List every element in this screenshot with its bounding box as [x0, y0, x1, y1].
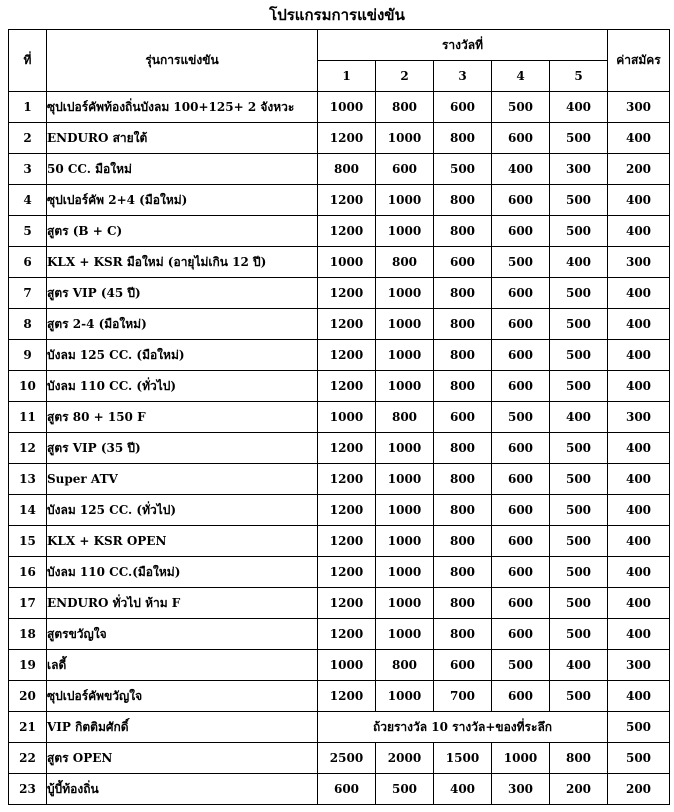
row-number: 7: [9, 278, 47, 309]
prize-amount: 400: [550, 92, 608, 123]
prize-amount: 1200: [318, 588, 376, 619]
row-number: 19: [9, 650, 47, 681]
entry-fee: 400: [608, 619, 670, 650]
prize-amount: 500: [550, 495, 608, 526]
prize-amount: 600: [318, 774, 376, 805]
header-prize-rank: 2: [376, 61, 434, 92]
class-name: บังลม 110 CC.(มือใหม่): [47, 557, 318, 588]
entry-fee: 500: [608, 743, 670, 774]
prize-amount: 1200: [318, 309, 376, 340]
prize-amount: 800: [434, 433, 492, 464]
class-name: KLX + KSR มือใหม่ (อายุไม่เกิน 12 ปี): [47, 247, 318, 278]
prize-amount: 1000: [376, 340, 434, 371]
row-number: 14: [9, 495, 47, 526]
table-row: [9, 774, 670, 805]
entry-fee: 400: [608, 371, 670, 402]
row-number: 3: [9, 154, 47, 185]
prize-amount: 600: [492, 557, 550, 588]
table-row: [9, 340, 670, 371]
prize-amount: 1200: [318, 526, 376, 557]
prize-amount: 400: [434, 774, 492, 805]
prize-amount: 600: [492, 123, 550, 154]
entry-fee: 400: [608, 526, 670, 557]
prize-amount: 700: [434, 681, 492, 712]
prize-amount: 300: [492, 774, 550, 805]
row-number: 9: [9, 340, 47, 371]
header-prizes: รางวัลที่: [318, 30, 608, 61]
entry-fee: 500: [608, 712, 670, 743]
prize-amount: 400: [550, 402, 608, 433]
table-row: [9, 433, 670, 464]
prize-amount: 1000: [376, 526, 434, 557]
prize-amount: 1200: [318, 619, 376, 650]
prize-amount: 400: [550, 650, 608, 681]
prize-amount: 500: [550, 371, 608, 402]
prize-amount: 1000: [492, 743, 550, 774]
prize-amount: 300: [550, 154, 608, 185]
prize-amount: 600: [492, 278, 550, 309]
prize-amount: 400: [492, 154, 550, 185]
row-number: 8: [9, 309, 47, 340]
prize-amount: 1200: [318, 433, 376, 464]
prize-amount: 800: [434, 464, 492, 495]
prize-amount: 500: [550, 185, 608, 216]
row-number: 20: [9, 681, 47, 712]
table-row: [9, 526, 670, 557]
prize-amount: 2500: [318, 743, 376, 774]
prize-amount: 600: [492, 340, 550, 371]
prize-amount: 1000: [376, 278, 434, 309]
class-name: ซุปเปอร์คัพขวัญใจ: [47, 681, 318, 712]
prize-amount: 500: [492, 402, 550, 433]
entry-fee: 400: [608, 495, 670, 526]
prize-amount: 600: [492, 216, 550, 247]
prize-amount: 800: [376, 247, 434, 278]
class-name: ซุปเปอร์คัพท้องถิ่นบังลม 100+125+ 2 จังหวะ: [47, 92, 318, 123]
page-title: โปรแกรมการแข่งขัน: [269, 6, 405, 24]
prize-amount: 1000: [376, 464, 434, 495]
class-name: ซุปเปอร์คัพ 2+4 (มือใหม่): [47, 185, 318, 216]
table-row: [9, 185, 670, 216]
row-number: 11: [9, 402, 47, 433]
prize-amount: 1000: [376, 216, 434, 247]
table-row: [9, 402, 670, 433]
row-number: 15: [9, 526, 47, 557]
prize-amount: 1200: [318, 216, 376, 247]
prize-amount: 1500: [434, 743, 492, 774]
prize-amount: 1000: [376, 371, 434, 402]
row-number: 13: [9, 464, 47, 495]
prize-amount: 600: [492, 433, 550, 464]
prize-amount: 500: [550, 123, 608, 154]
prize-amount: 1200: [318, 185, 376, 216]
entry-fee: 400: [608, 464, 670, 495]
entry-fee: 400: [608, 278, 670, 309]
prize-amount: 1000: [376, 557, 434, 588]
prize-amount: 800: [434, 309, 492, 340]
entry-fee: 400: [608, 123, 670, 154]
prize-amount: 800: [434, 340, 492, 371]
prize-amount: 500: [492, 650, 550, 681]
prize-amount: 500: [550, 216, 608, 247]
prize-amount: 600: [434, 402, 492, 433]
prize-amount: 600: [434, 650, 492, 681]
entry-fee: 400: [608, 309, 670, 340]
prize-amount: 800: [376, 650, 434, 681]
prize-amount: 600: [376, 154, 434, 185]
row-number: 17: [9, 588, 47, 619]
prize-amount: 1000: [318, 247, 376, 278]
table-row: [9, 216, 670, 247]
class-name: Super ATV: [47, 464, 318, 495]
prize-amount: 600: [434, 247, 492, 278]
table-row: [9, 92, 670, 123]
class-name: บู้บี้ท้องถิ่น: [47, 774, 318, 805]
row-number: 12: [9, 433, 47, 464]
prize-amount: 1000: [376, 433, 434, 464]
prize-amount: 800: [550, 743, 608, 774]
table-row: [9, 464, 670, 495]
table-row: [9, 588, 670, 619]
prize-amount: 600: [492, 371, 550, 402]
table-row: [9, 154, 670, 185]
row-number: 4: [9, 185, 47, 216]
entry-fee: 400: [608, 588, 670, 619]
class-name: 50 CC. มือใหม่: [47, 154, 318, 185]
entry-fee: 400: [608, 185, 670, 216]
header-no: ที่: [9, 30, 47, 92]
prize-amount: 800: [434, 619, 492, 650]
header-prize-rank: 4: [492, 61, 550, 92]
prize-amount: 800: [434, 216, 492, 247]
table-row: [9, 743, 670, 774]
prize-amount: 500: [550, 526, 608, 557]
prize-amount: 800: [434, 588, 492, 619]
entry-fee: 400: [608, 557, 670, 588]
prize-amount: 600: [434, 92, 492, 123]
prize-amount: 1200: [318, 557, 376, 588]
competition-table: [8, 29, 670, 805]
row-number: 21: [9, 712, 47, 743]
class-name: สูตร VIP (45 ปี): [47, 278, 318, 309]
table-row: [9, 123, 670, 154]
prize-amount: 600: [492, 309, 550, 340]
table-row: [9, 278, 670, 309]
table-body: [9, 92, 670, 805]
row-number: 23: [9, 774, 47, 805]
prize-amount: 500: [550, 464, 608, 495]
prize-amount: 600: [492, 681, 550, 712]
prize-amount: 500: [550, 681, 608, 712]
prize-amount: 500: [492, 92, 550, 123]
entry-fee: 300: [608, 402, 670, 433]
header-prize-rank: 1: [318, 61, 376, 92]
prize-amount: 800: [434, 526, 492, 557]
prize-amount: 1200: [318, 123, 376, 154]
class-name: บังลม 125 CC. (มือใหม่): [47, 340, 318, 371]
row-number: 2: [9, 123, 47, 154]
table-row: [9, 557, 670, 588]
prize-amount: 600: [492, 619, 550, 650]
entry-fee: 200: [608, 154, 670, 185]
class-name: บังลม 110 CC. (ทั่วไป): [47, 371, 318, 402]
row-number: 6: [9, 247, 47, 278]
class-name: สูตร OPEN: [47, 743, 318, 774]
entry-fee: 400: [608, 340, 670, 371]
prize-amount: 800: [434, 185, 492, 216]
row-number: 22: [9, 743, 47, 774]
prize-amount: 500: [550, 588, 608, 619]
prize-amount: 1000: [376, 123, 434, 154]
row-number: 1: [9, 92, 47, 123]
prize-amount: 1000: [376, 495, 434, 526]
row-number: 10: [9, 371, 47, 402]
table-row: [9, 495, 670, 526]
prize-amount: 1000: [376, 309, 434, 340]
prize-amount: 1000: [376, 681, 434, 712]
class-name: KLX + KSR OPEN: [47, 526, 318, 557]
class-name: สูตร 2-4 (มือใหม่): [47, 309, 318, 340]
row-number: 16: [9, 557, 47, 588]
class-name: บังลม 125 CC. (ทั่วไป): [47, 495, 318, 526]
prize-amount: 2000: [376, 743, 434, 774]
class-name: สูตร 80 + 150 F: [47, 402, 318, 433]
entry-fee: 400: [608, 216, 670, 247]
prize-amount: 400: [550, 247, 608, 278]
class-name: สูตร VIP (35 ปี): [47, 433, 318, 464]
row-number: 18: [9, 619, 47, 650]
prize-amount: 800: [376, 402, 434, 433]
class-name: สูตรขวัญใจ: [47, 619, 318, 650]
prize-amount: 1000: [318, 650, 376, 681]
prize-amount: 600: [492, 185, 550, 216]
row-number: 5: [9, 216, 47, 247]
prize-amount: 800: [434, 278, 492, 309]
entry-fee: 400: [608, 681, 670, 712]
header-class: รุ่นการแข่งขัน: [47, 30, 318, 92]
prize-amount: 500: [550, 278, 608, 309]
prize-amount: 800: [318, 154, 376, 185]
table-row: [9, 371, 670, 402]
prize-amount: 1000: [376, 185, 434, 216]
prize-amount: 600: [492, 495, 550, 526]
prize-amount: 500: [550, 433, 608, 464]
class-name: ENDURO ทั่วไป ห้าม F: [47, 588, 318, 619]
prize-amount: 500: [434, 154, 492, 185]
entry-fee: 300: [608, 247, 670, 278]
header-fee: ค่าสมัคร: [608, 30, 670, 92]
entry-fee: 200: [608, 774, 670, 805]
class-name: เลดี้: [47, 650, 318, 681]
prize-amount: 800: [434, 371, 492, 402]
prize-amount: 1200: [318, 371, 376, 402]
prize-amount: 1200: [318, 340, 376, 371]
prize-amount: 800: [434, 557, 492, 588]
prize-amount: 600: [492, 526, 550, 557]
prize-amount: 600: [492, 464, 550, 495]
prize-amount: 1200: [318, 278, 376, 309]
table-row: [9, 681, 670, 712]
prize-amount: 800: [434, 123, 492, 154]
prize-amount: 500: [550, 340, 608, 371]
prize-amount: 1200: [318, 681, 376, 712]
table-row: [9, 650, 670, 681]
table-row: [9, 619, 670, 650]
table-row: [9, 712, 670, 743]
prize-amount: 800: [376, 92, 434, 123]
entry-fee: 400: [608, 433, 670, 464]
prize-amount: 1000: [318, 92, 376, 123]
prize-amount: 200: [550, 774, 608, 805]
header-prize-rank: 3: [434, 61, 492, 92]
prize-amount: 1200: [318, 495, 376, 526]
class-name: VIP กิตติมศักดิ์: [47, 712, 318, 743]
prize-note: ถ้วยรางวัล 10 รางวัล+ของที่ระลึก: [318, 712, 608, 743]
prize-amount: 600: [492, 588, 550, 619]
prize-amount: 500: [550, 557, 608, 588]
header-prize-rank: 5: [550, 61, 608, 92]
prize-amount: 1200: [318, 464, 376, 495]
prize-amount: 1000: [376, 588, 434, 619]
prize-amount: 500: [492, 247, 550, 278]
entry-fee: 300: [608, 650, 670, 681]
table-row: [9, 247, 670, 278]
prize-amount: 500: [550, 309, 608, 340]
prize-amount: 500: [376, 774, 434, 805]
class-name: สูตร (B + C): [47, 216, 318, 247]
class-name: ENDURO สายใต้: [47, 123, 318, 154]
prize-amount: 1000: [318, 402, 376, 433]
entry-fee: 300: [608, 92, 670, 123]
table-row: [9, 309, 670, 340]
prize-amount: 500: [550, 619, 608, 650]
prize-amount: 800: [434, 495, 492, 526]
prize-amount: 1000: [376, 619, 434, 650]
